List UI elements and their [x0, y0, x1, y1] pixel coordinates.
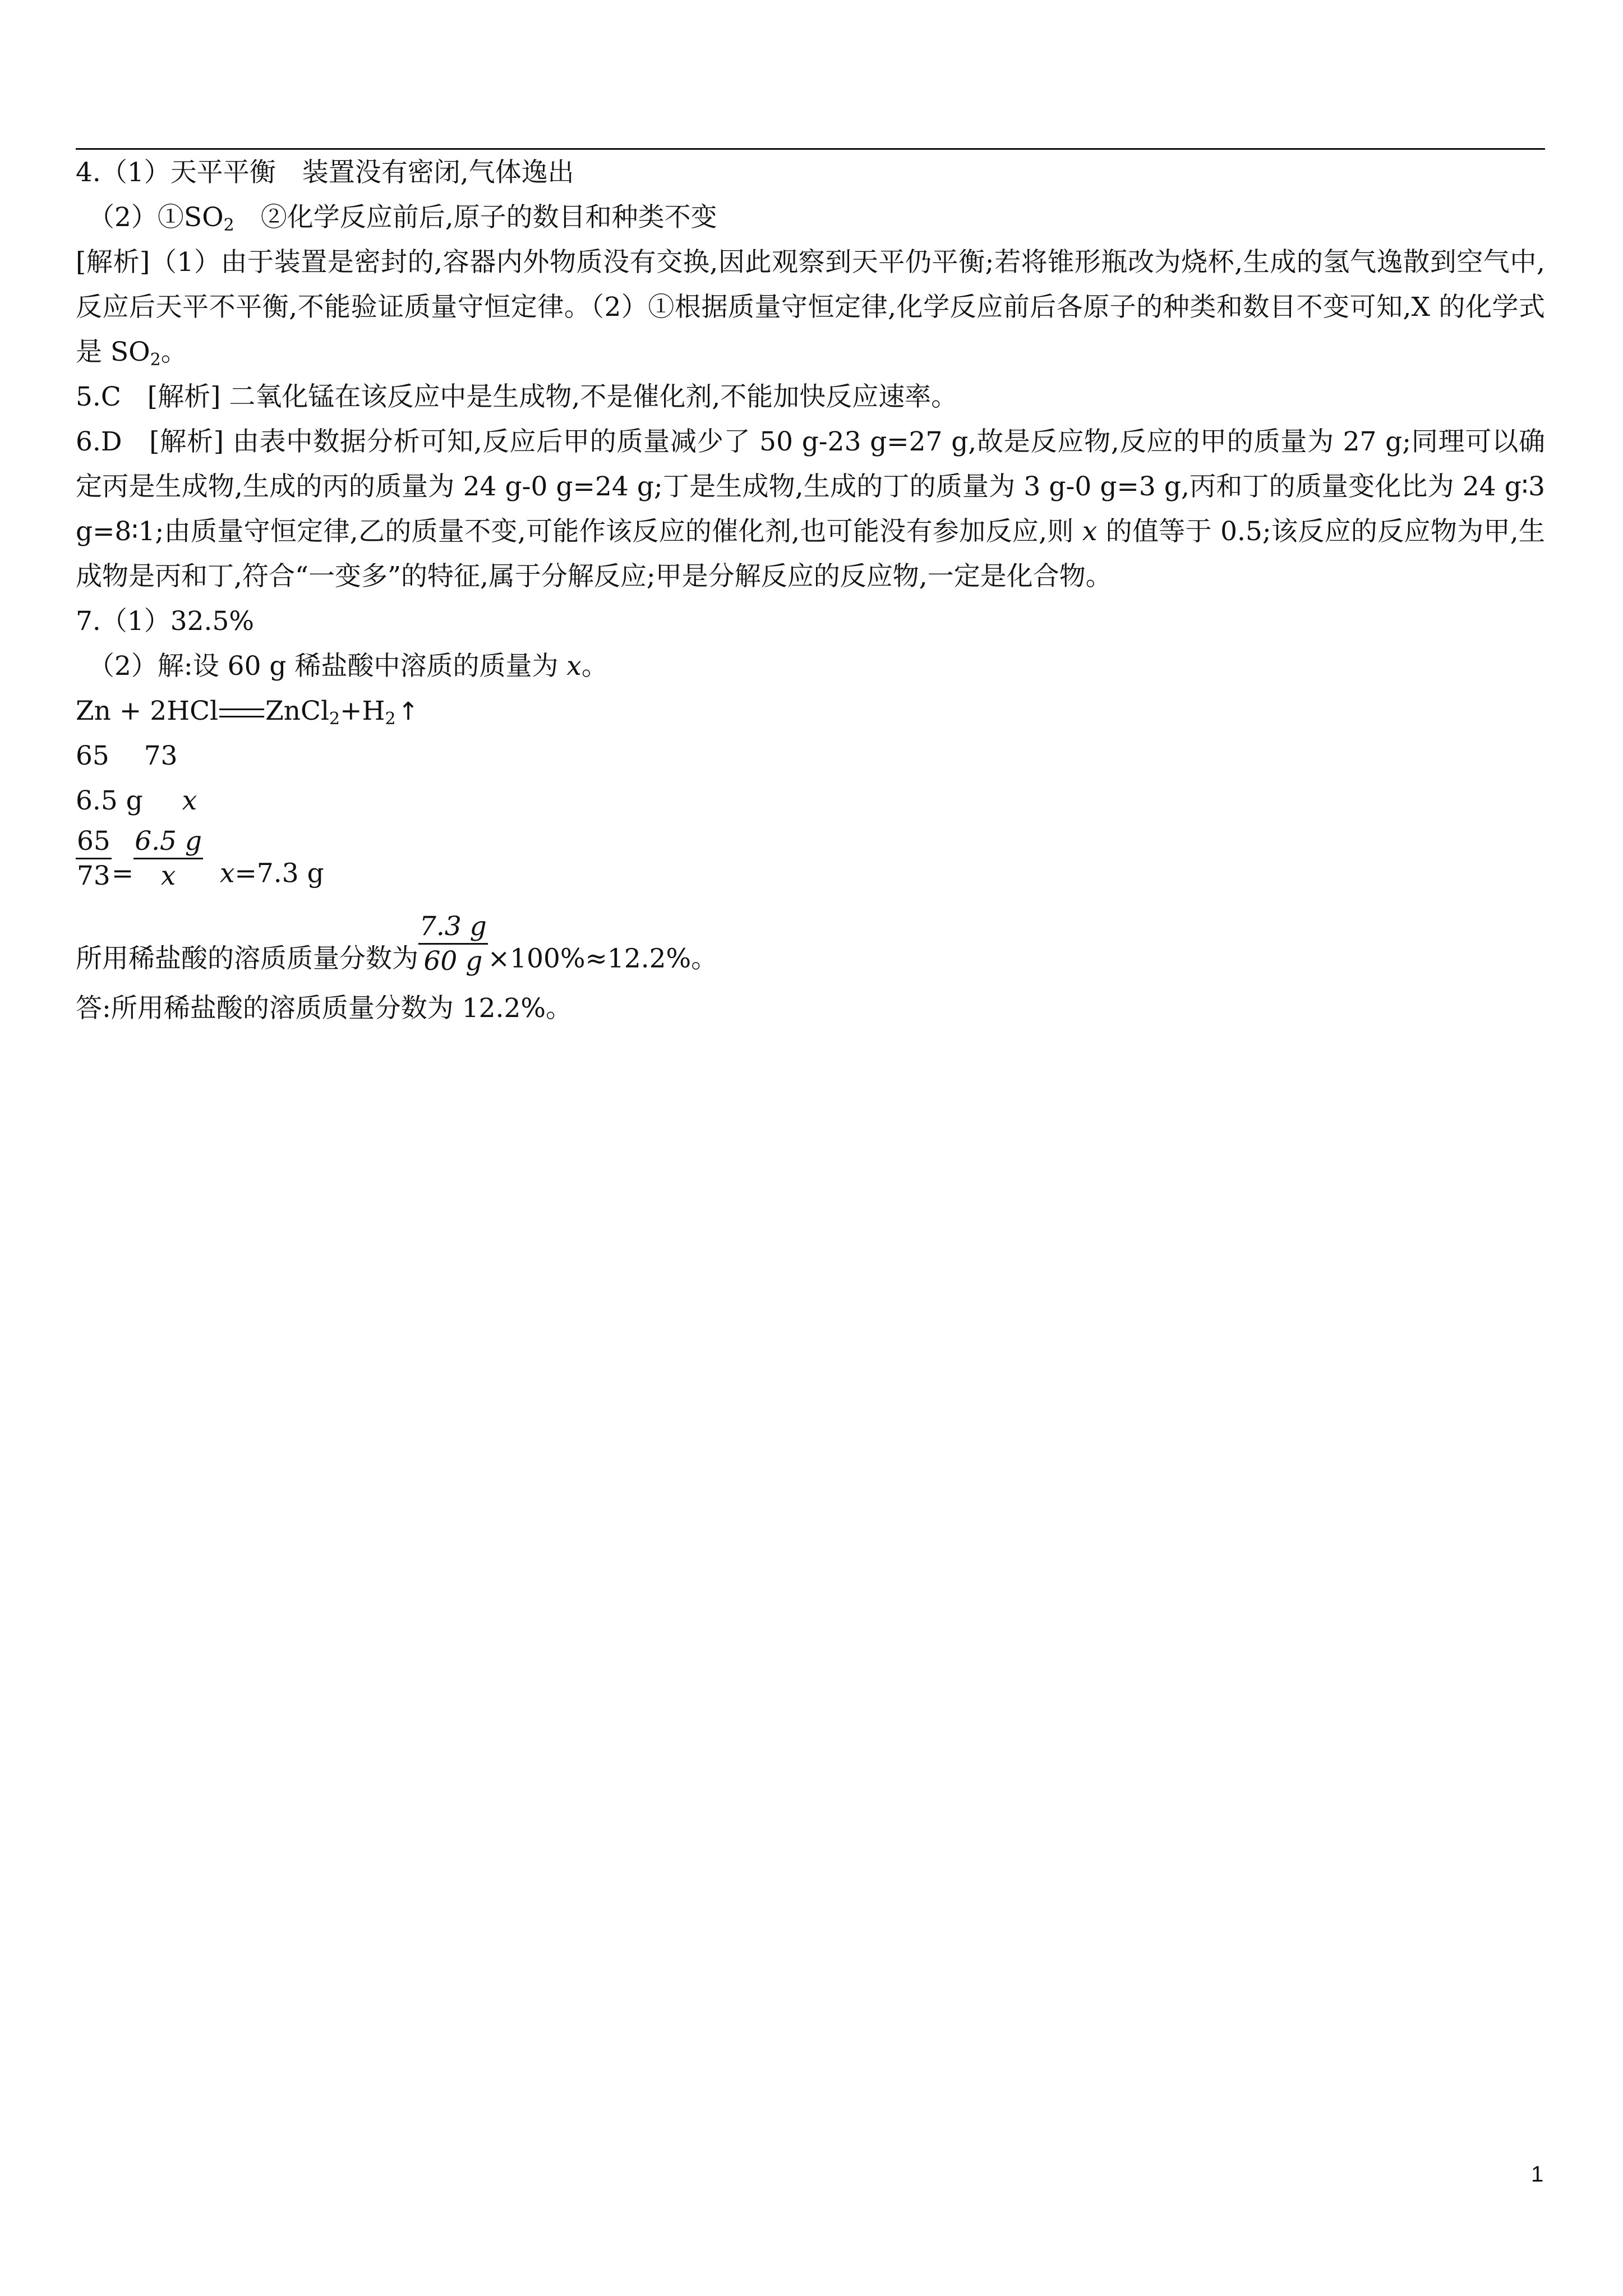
q7-answer-2: （2）解:设 60 g 稀盐酸中溶质的质量为 x。: [88, 651, 608, 682]
proportion-equation: $\frac{65}{73}$ = $\frac{6.5 g}{x}$ x=7.3 g: [77, 826, 324, 891]
fraction-65-73: $\frac{65}{73}$: [77, 826, 110, 891]
q5-answer: 5.C [解析] 二氧化锰在该反应中是生成物,不是催化剂,不能加快反应速率。: [76, 381, 958, 412]
q4-answer-2: $(2)①SO_2$ ②化学反应前后,原子的数目和种类不变: [88, 202, 717, 235]
q7-answer-1: 7.（1）32.5%: [76, 606, 255, 637]
fraction-7-3g-60g: $\frac{7.3 g}{60 g}$: [419, 911, 487, 977]
page-number: 1: [1531, 2162, 1544, 2187]
q4-analysis: [解析]（1）由于装置是密封的,容器内外物质没有交换,因此观察到天平仍平衡;若将锥形瓶改为烧杯,生成的氢气逸散到空气中,反应后天平不平衡,不能验证质量守恒定律。（2）①根据质量守恒定律,化学反应前后各原子的种类和数目不变可知,X 的化学式是 $SO_2$。: [76, 247, 1545, 370]
fraction-6-5g-x: $\frac{6.5 g}{x}$: [135, 826, 202, 891]
gas-arrow-icon: ↑: [398, 697, 419, 726]
relative-mass-row: 65 73: [76, 740, 178, 771]
q4-answer-1: 4.（1）天平平衡 装置没有密闭,气体逸出: [76, 157, 574, 188]
reaction-equals-sign: [219, 708, 264, 717]
final-answer: 答:所用稀盐酸的溶质质量分数为 12.2%。: [76, 993, 573, 1024]
percentage-calculation: 所用稀盐酸的溶质质量分数为 $\frac{7.3 g}{60 g}$ ×100%≈12.2%。: [76, 911, 718, 977]
q6-analysis: 6.D [解析] 由表中数据分析可知,反应后甲的质量减少了 50 g-23 g=27 g,故是反应物,反应的甲的质量为 27 g;同理可以确定丙是生成物,生成的丙的质量为 24 g-0 g=24 g;丁是生成物,生成的丁的质量为 3 g-0 g=3 g,丙和丁的质量变化比为 24 g∶3 g=8∶1;由质量守恒定律,乙的质量不变,可能作该反应的催化剂,也可能没有参加反应,则 x 的值等于 0.5;该反应的反应物为甲,生成物是丙和丁,符合“一变多”的特征,属于分解反应;甲是分解反应的反应物,一定是化合物。: [76, 426, 1545, 592]
header-rule: [76, 148, 1545, 150]
result-x: x=7.3 g: [219, 858, 324, 889]
chemical-equation: Zn + 2HCl $ZnCl_2+H_2↑$: [76, 689, 1545, 734]
answer-content: [76, 150, 1545, 1031]
known-mass-row: 6.5 g x: [76, 785, 197, 816]
